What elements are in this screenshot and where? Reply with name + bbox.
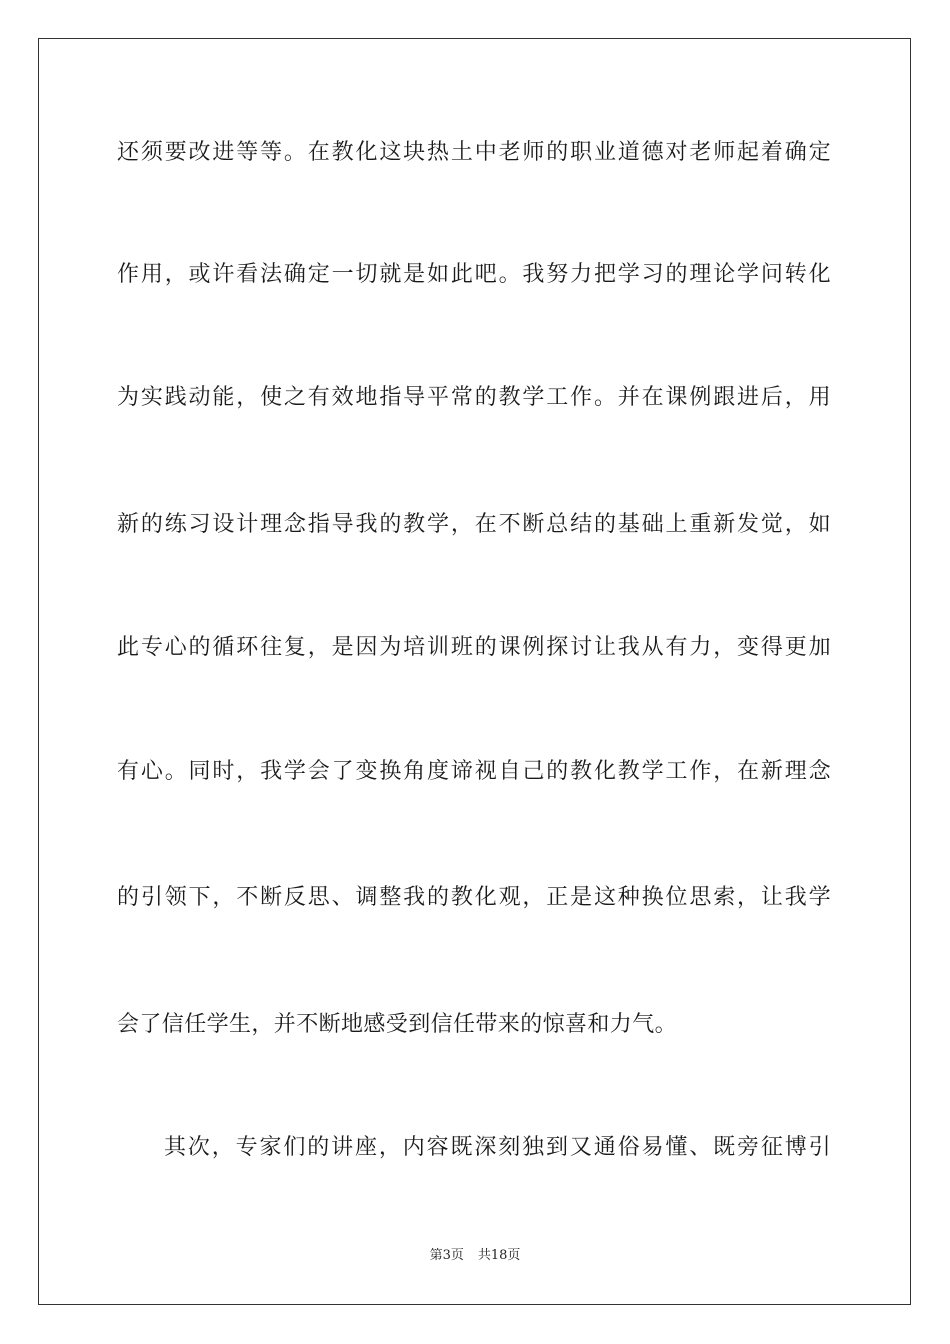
body-text-line-3: 为实践动能，使之有效地指导平常的教学工作。并在课例跟进后，用 — [117, 385, 831, 410]
page-border — [38, 38, 911, 1305]
body-text-line-7: 的引领下，不断反思、调整我的教化观，正是这种换位思索，让我学 — [117, 885, 831, 910]
body-text-line-5: 此专心的循环往复，是因为培训班的课例探讨让我从有力，变得更加 — [117, 635, 831, 660]
body-text-line-6: 有心。同时，我学会了变换角度谛视自己的教化教学工作，在新理念 — [117, 759, 831, 784]
page-total: 共18页 — [477, 1248, 521, 1263]
body-text-line-4: 新的练习设计理念指导我的教学，在不断总结的基础上重新发觉，如 — [117, 512, 831, 537]
body-text-paragraph-start: 其次，专家们的讲座，内容既深刻独到又通俗易懂、既旁征博引 — [164, 1135, 831, 1160]
page-footer — [0, 1247, 950, 1265]
body-text-line-1: 还须要改进等等。在教化这块热土中老师的职业道德对老师起着确定 — [117, 140, 831, 165]
body-text-line-8: 会了信任学生，并不断地感受到信任带来的惊喜和力气。 — [117, 1012, 678, 1037]
page-number: 第3页 — [429, 1248, 464, 1263]
body-text-line-2: 作用，或许看法确定一切就是如此吧。我努力把学习的理论学问转化 — [117, 262, 831, 287]
